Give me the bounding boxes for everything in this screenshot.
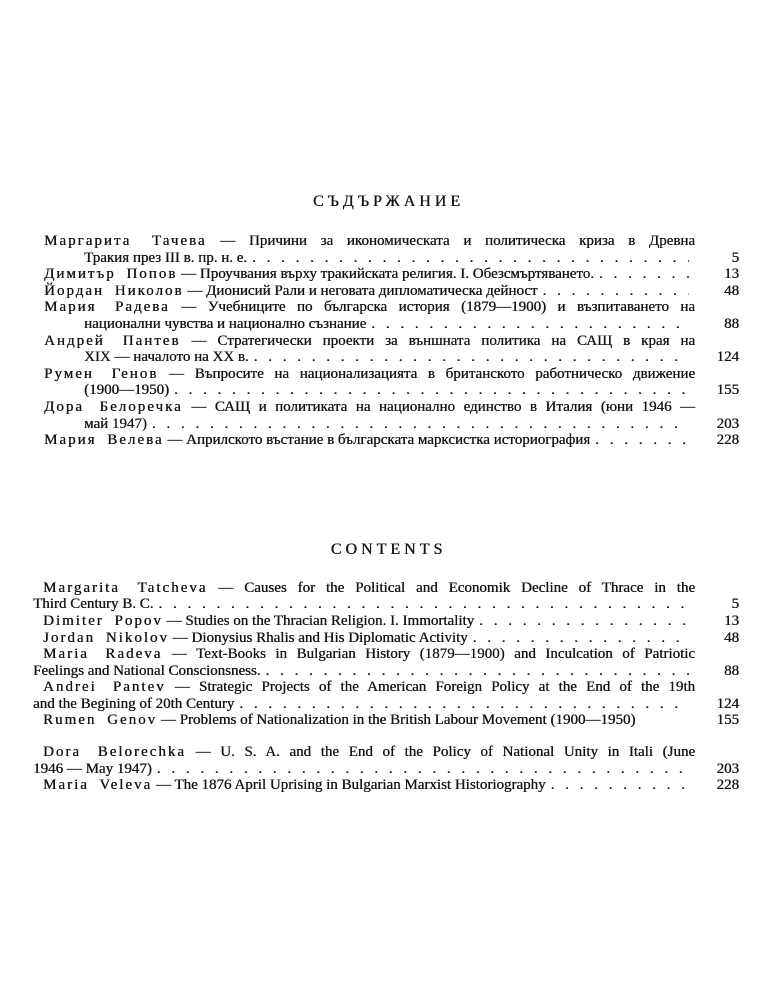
toc-entry [44,266,739,283]
toc-entry [33,679,739,712]
author-name: Margarita Tatcheva [43,579,208,596]
page-number: 228 [716,777,739,794]
dot-leader [537,283,689,300]
author-name: Dimiter Popov [43,612,163,629]
entry-title: The 1876 April Uprising in Bulgarian Marxist Historiography [174,777,546,794]
entry-title: Text-Books in Bulgarian History (1879—1900) and Inculcation of Patriotic [196,646,695,663]
dot-leader [260,663,689,680]
entry-first-line [44,399,739,416]
toc-entry [33,580,739,613]
entry-line [44,349,739,366]
toc-entry [44,233,739,266]
entry-text [44,283,537,300]
page-number: 13 [724,612,739,629]
entry-title: САЩ и политиката на национално единство в Италия (юни 1946 — [214,398,695,415]
toc-entry [44,333,739,366]
entry-first-line [33,744,739,761]
entry-title: Проучвания върху тракийската религия. I. Обезсмъртяването. [199,266,594,283]
toc-entry [33,630,739,647]
page-number: 48 [724,282,739,299]
entry-line [33,596,739,613]
section-bulgarian-contents [0,192,777,449]
dot-leader [169,382,689,399]
author-title-separator: — [163,432,187,449]
entry-line [44,382,739,399]
dot-leader [147,416,689,433]
page-number: 155 [716,382,739,399]
entry-text [43,613,474,630]
toc-entry [33,744,739,777]
entry-line [33,761,739,778]
toc-entry [44,432,739,449]
dot-leader [247,250,689,267]
dot-leader [153,596,689,613]
author-title-separator: — [169,299,208,316]
author-title-separator: — [180,332,218,349]
entry-title: Тракия през III в. пр. н. е. [84,249,248,266]
author-name: Andrei Pantev [43,679,166,696]
entry-line [44,316,739,333]
entry-first-line [33,646,739,663]
dot-leader [234,696,689,713]
dot-leader [366,316,689,333]
author-name: Rumen Genov [43,712,158,729]
page-number: 48 [724,629,739,646]
entry-line [33,663,739,680]
entry-title: and the Begining of 20th Century [33,695,235,712]
entry-text [43,712,635,729]
dot-leader [546,777,689,794]
author-title-separator: — [158,365,195,382]
entry-title: национални чувства и национално съзнание [84,315,367,332]
entry-line [33,613,739,630]
entry-line [44,266,739,283]
page-number: 228 [716,432,739,449]
author-name: Румен Генов [44,365,159,382]
author-title-separator: — [182,398,215,415]
toc-entries-english [33,580,739,794]
entry-line [44,416,739,433]
page-number: 13 [724,266,739,283]
entry-line [33,630,739,647]
toc-entry [33,613,739,630]
author-title-separator: — [183,282,206,299]
author-name: Maria Radeva [43,646,163,663]
entry-first-line [44,366,739,383]
author-name: Maria Veleva [43,777,153,794]
toc-entry [44,366,739,399]
toc-entry [33,646,739,679]
entry-first-line [44,299,739,316]
page-number: 88 [724,662,739,679]
entry-title: Problems of Nationalization in the British Labour Movement (1900—1950) [179,712,636,729]
author-title-separator: — [162,612,186,629]
author-name: Дора Белоречка [44,398,183,415]
author-title-separator: — [157,712,180,729]
toc-entry [33,777,739,794]
author-name: Димитър Попов [44,266,178,283]
entry-text [44,432,590,449]
entry-text [43,777,546,794]
author-name: Маргарита Тачева [44,233,207,249]
author-name: Jordan Nikolov [43,629,169,646]
author-title-separator: — [168,629,192,646]
page-number: 155 [716,712,739,729]
heading-english-contents: CONTENTS [330,540,447,558]
author-title-separator: — [185,744,221,761]
toc-entry [33,712,739,729]
entry-title: 1946 — May 1947) [33,760,152,777]
entry-title: (1900—1950) [84,382,169,399]
author-title-separator: — [177,266,200,283]
dot-leader [590,432,689,449]
toc-entry [44,299,739,332]
dot-leader [594,266,689,283]
entry-line [33,712,739,729]
entry-title: Дионисий Рали и неговата дипломатическа дейност [205,282,538,299]
author-name: Мария Радева [44,299,170,316]
entry-title: Причини за икономическата и политическа криза в Древна [248,233,695,249]
entry-first-line [44,333,739,350]
entry-title: Strategic Projects of the American Foreign Policy at the End of the 19th [198,679,695,696]
entry-title: Априлското въстание в българската марксистка историография [186,432,591,449]
page-number: 5 [731,596,739,613]
author-title-separator: — [162,646,197,663]
dot-leader [468,630,689,647]
entry-line [44,283,739,300]
entry-title: U. S. A. and the End of the Policy of National Unity in Itali (June [220,744,695,761]
author-name: Dora Belorechka [43,744,186,761]
page-number: 203 [716,415,739,432]
entry-title: Стратегически проекти за външната политика на САЩ в края на [217,332,696,349]
heading-bulgarian-contents: СЪДЪРЖАНИЕ [312,193,465,210]
dot-leader [249,349,689,366]
dot-leader [474,613,689,630]
entry-line [44,250,739,267]
author-name: Мария Велева [44,432,164,449]
entry-text [44,266,594,283]
author-title-separator: — [206,233,249,249]
entry-first-line [33,580,739,597]
entry-line [33,696,739,713]
entry-first-line [33,679,739,696]
toc-entry [44,399,739,432]
page-number: 124 [716,695,739,712]
dot-leader [152,761,689,778]
entry-line [33,777,739,794]
author-name: Андрей Пантев [44,332,181,349]
entry-title: Causes for the Political and Economik Decline of Thrace in the [244,579,695,596]
entry-title: Учебниците по българска история (1879—1900) и възпитаването на [207,299,695,316]
author-name: Йордан Николов [44,282,184,299]
entry-title: XIX — началото на XX в. [84,349,249,366]
author-title-separator: — [165,679,199,696]
entry-title: Въпросите на национализацията в британското работническо движение [194,365,696,382]
page-number: 203 [716,760,739,777]
page-number: 5 [731,249,739,266]
author-title-separator: — [207,579,245,596]
toc-entry [44,283,739,300]
section-english-contents [0,540,777,794]
entry-title: май 1947) [84,415,147,432]
entry-title: Third Century B. C. [33,596,154,613]
page-number: 124 [716,349,739,366]
entry-first-line [44,233,739,250]
page-number: 88 [724,315,739,332]
entry-title: Studies on the Thracian Religion. I. Immortality [185,612,475,629]
entry-title: Dionysius Rhalis and His Diplomatic Activity [191,629,468,646]
toc-entries-bulgarian [44,233,739,449]
entry-text [43,630,468,647]
entry-line [44,432,739,449]
entry-title: Feelings and National Conscionsness. [33,662,261,679]
author-title-separator: — [152,777,175,794]
